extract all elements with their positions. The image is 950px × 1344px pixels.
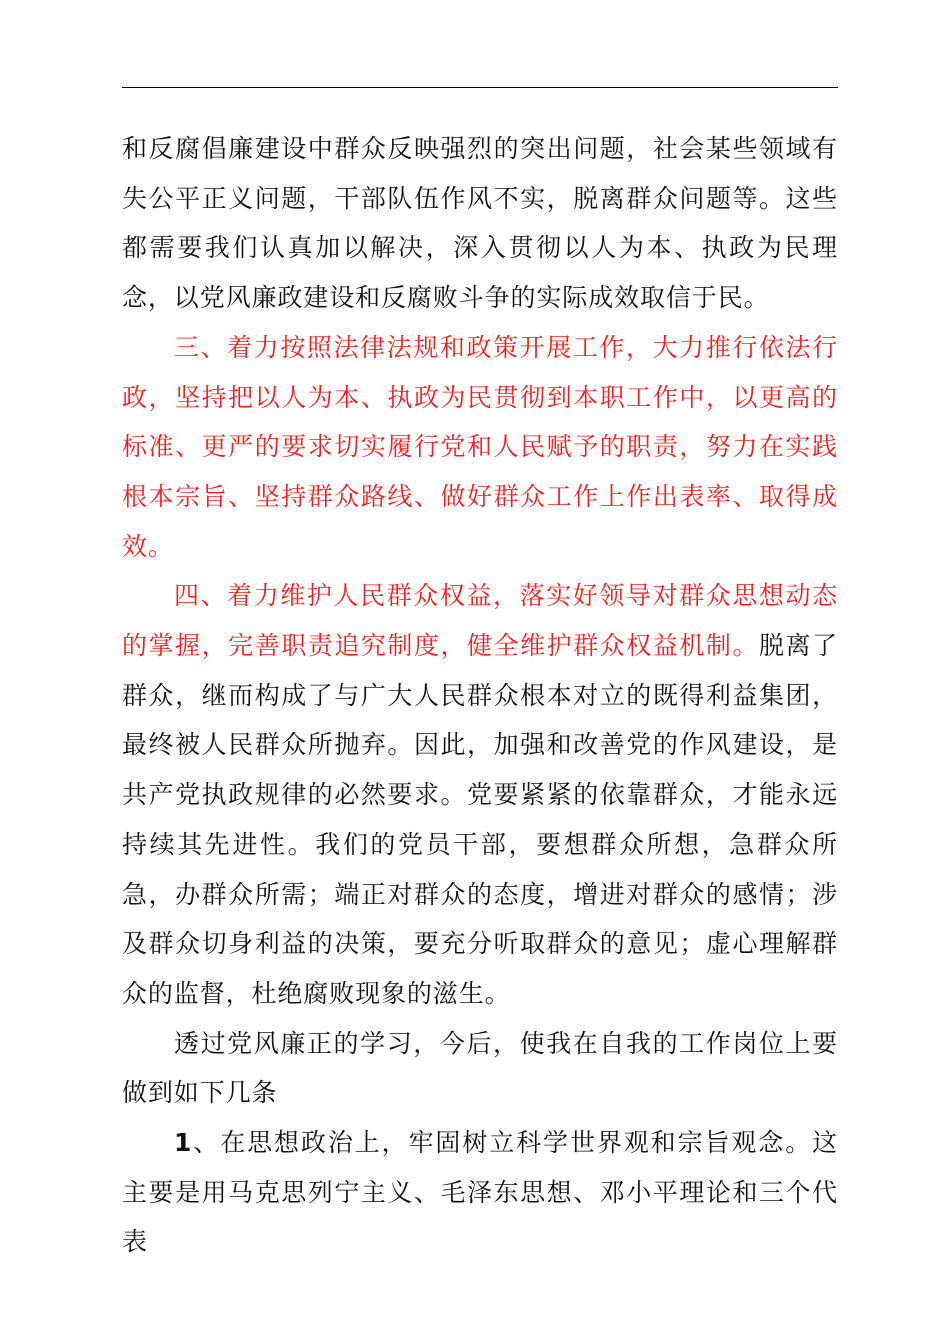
header-rule xyxy=(122,87,838,88)
paragraph-section-three: 三、着力按照法律法规和政策开展工作，大力推行依法行政，坚持把以人为本、执政为民贯彻到本职工作中，以更高的标准、更严的要求切实履行党和人民赋予的职责，努力在实践根本宗旨、坚持群众路线、做好群众工作上作出表率、取得成效。 xyxy=(122,332,838,561)
section-four-heading: 四、着力维护人民群众权益，落实好领导对群众思想动态的掌握，完善职责追究制度，健全维护群众权益机制。 xyxy=(122,581,838,661)
document-body xyxy=(122,124,838,1267)
paragraph-continuation: 和反腐倡廉建设中群众反映强烈的突出问题，社会某些领域有失公平正义问题，干部队伍作风不实，脱离群众问题等。这些都需要我们认真加以解决，深入贯彻以人为本、执政为民理念，以党风廉政建设和反腐败斗争的实际成效取信于民。 xyxy=(122,134,838,313)
paragraph-item-one xyxy=(122,1118,838,1267)
section-four-body: 脱离了群众，继而构成了与广大人民群众根本对立的既得利益集团，最终被人民群众所抛弃。因此，加强和改善党的作风建设，是共产党执政规律的必然要求。党要紧紧的依靠群众，才能永远持续其先进性。我们的党员干部，要想群众所想，急群众所急，办群众所需；端正对群众的态度，增进对群众的感情；涉及群众切身利益的决策，要充分听取群众的意见；虚心理解群众的监督，杜绝腐败现象的滋生。 xyxy=(122,631,838,1008)
item-number: 1 xyxy=(174,1128,193,1158)
paragraph-study-intro: 透过党风廉正的学习，今后，使我在自我的工作岗位上要做到如下几条 xyxy=(122,1028,838,1108)
item-one-body: 、在思想政治上，牢固树立科学世界观和宗旨观念。这主要是用马克思列宁主义、毛泽东思想、邓小平理论和三个代表 xyxy=(122,1128,838,1257)
paragraph-section-four xyxy=(122,571,838,1018)
